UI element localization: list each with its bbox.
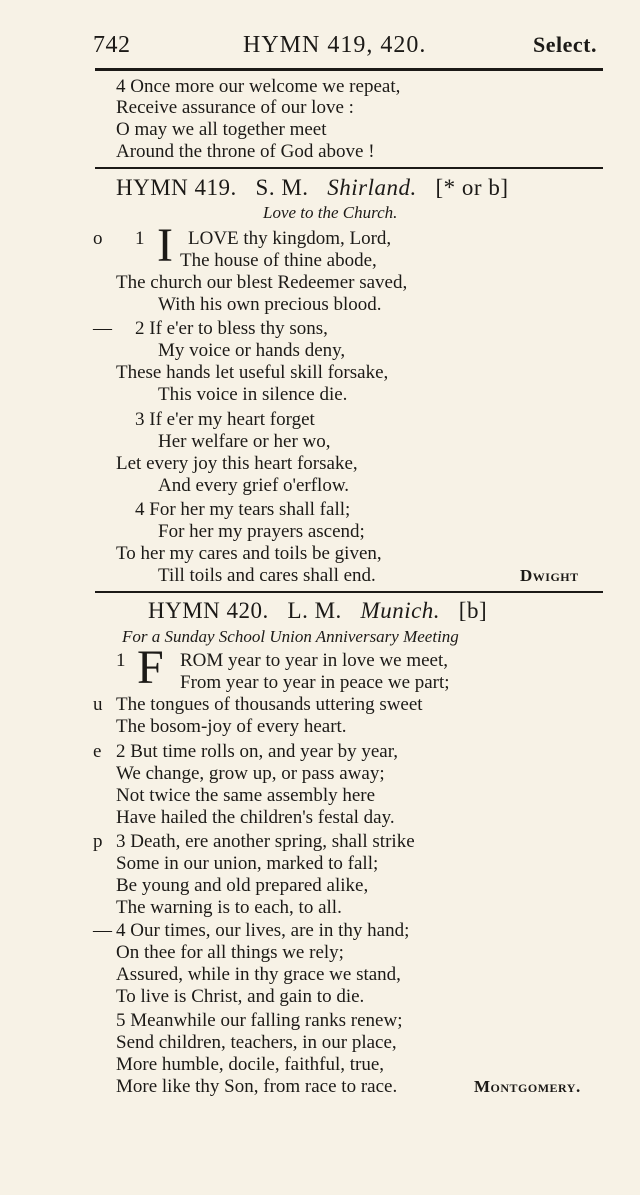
running-title: HYMN 419, 420.	[243, 32, 427, 58]
hymn-419-author: Dwight	[520, 566, 579, 585]
header-rule	[95, 68, 603, 71]
hymn-419-tune: Shirland.	[327, 175, 417, 200]
hymn-419-dropcap: I	[157, 219, 173, 272]
hymn-419-v4-line-3: To her my cares and toils be given,	[116, 543, 382, 564]
hymn-420-tune: Munich.	[360, 598, 441, 623]
hymn-420-v1-mark: u	[93, 694, 103, 715]
hymn-420-label: HYMN 420.	[148, 598, 269, 623]
hymn-420-v3-mark: p	[93, 831, 103, 852]
hymn-419-v2-line-2: My voice or hands deny,	[158, 340, 346, 361]
hymn-420-meter: L. M.	[287, 598, 342, 623]
hymn-419-label: HYMN 419.	[116, 175, 237, 200]
section-rule-2	[95, 591, 603, 593]
hymn-419-heading	[116, 175, 509, 201]
hymn-419-key: [* or b]	[435, 175, 509, 200]
hymn-420-v2-line-3: Not twice the same assembly here	[116, 785, 376, 806]
hymn-420-v5-line-3: More humble, docile, faithful, true,	[116, 1054, 385, 1075]
hymn-419-meter: S. M.	[255, 175, 309, 200]
hymn-419-v4-line-2: For her my prayers ascend;	[158, 521, 365, 542]
hymn-420-v2-mark: e	[93, 741, 102, 762]
hymn-420-v3-line-2: Some in our union, marked to fall;	[116, 853, 379, 874]
hymn-419-v1-line-2: The house of thine abode,	[180, 250, 377, 271]
hymn-420-dropcap: F	[137, 641, 164, 694]
hymn-420-v4-line-3: Assured, while in thy grace we stand,	[116, 964, 401, 985]
hymn-420-v3-line-3: Be young and old prepared alike,	[116, 875, 369, 896]
hymn-420-v5-line-2: Send children, teachers, in our place,	[116, 1032, 397, 1053]
hymn-420-v3-line-4: The warning is to each, to all.	[116, 897, 342, 918]
hymn-419-v3-line-4: And every grief o'erflow.	[158, 475, 350, 496]
hymn-419-v3-line-1: 3 If e'er my heart forget	[135, 409, 315, 430]
hymn-420-author: Montgomery.	[474, 1077, 581, 1096]
hymn-420-v4-mark: —	[93, 920, 112, 941]
hymn-420-v2-line-1: 2 But time rolls on, and year by year,	[116, 741, 399, 762]
hymn-420-v2-line-2: We change, grow up, or pass away;	[116, 763, 385, 784]
hymn-419-v2-mark: —	[93, 318, 112, 339]
prev-hymn-line-2: Receive assurance of our love :	[116, 97, 354, 118]
hymn-419-v4-line-1: 4 For her my tears shall fall;	[135, 499, 351, 520]
page-number: 742	[93, 32, 131, 58]
hymn-420-v1-line-1: ROM year to year in love we meet,	[180, 650, 449, 671]
hymn-420-v1-line-2: From year to year in peace we part;	[180, 672, 450, 693]
hymn-420-v3-line-1: 3 Death, ere another spring, shall strike	[116, 831, 415, 852]
hymn-420-v1-number: 1	[116, 650, 126, 671]
hymn-420-key: [b]	[458, 598, 488, 623]
prev-hymn-line-4: Around the throne of God above !	[116, 141, 375, 162]
hymn-420-v4-line-1: 4 Our times, our lives, are in thy hand;	[116, 920, 410, 941]
hymn-419-v1-number: 1	[135, 228, 145, 249]
hymn-420-heading	[148, 598, 487, 624]
hymn-419-v2-line-4: This voice in silence die.	[158, 384, 348, 405]
hymn-420-v1-line-4: The bosom-joy of every heart.	[116, 716, 347, 737]
hymn-419-v3-line-3: Let every joy this heart forsake,	[116, 453, 358, 474]
hymn-419-v2-line-1: 2 If e'er to bless thy sons,	[135, 318, 328, 339]
hymn-419-v1-mark: o	[93, 228, 103, 249]
prev-hymn-line-1: 4 Once more our welcome we repeat,	[116, 76, 401, 97]
hymn-420-v4-line-4: To live is Christ, and gain to die.	[116, 986, 365, 1007]
hymn-419-v1-line-1: LOVE thy kingdom, Lord,	[188, 228, 392, 249]
hymn-420-v4-line-2: On thee for all things we rely;	[116, 942, 344, 963]
section-label: Select.	[533, 32, 597, 57]
hymn-419-v2-line-3: These hands let useful skill forsake,	[116, 362, 389, 383]
hymn-420-v5-line-1: 5 Meanwhile our falling ranks renew;	[116, 1010, 403, 1031]
hymn-419-v1-line-4: With his own precious blood.	[158, 294, 382, 315]
hymn-419-v3-line-2: Her welfare or her wo,	[158, 431, 331, 452]
hymn-419-v1-line-3: The church our blest Redeemer saved,	[116, 272, 408, 293]
hymn-420-v5-line-4: More like thy Son, from race to race.	[116, 1076, 398, 1097]
hymn-419-v4-line-4: Till toils and cares shall end.	[158, 565, 376, 586]
prev-hymn-line-3: O may we all together meet	[116, 119, 327, 140]
hymn-420-v1-line-3: The tongues of thousands uttering sweet	[116, 694, 423, 715]
hymn-419-subtitle: Love to the Church.	[263, 203, 398, 222]
section-rule	[95, 167, 603, 169]
hymn-420-subtitle: For a Sunday School Union Anniversary Meeting	[122, 627, 459, 646]
hymn-420-v2-line-4: Have hailed the children's festal day.	[116, 807, 395, 828]
